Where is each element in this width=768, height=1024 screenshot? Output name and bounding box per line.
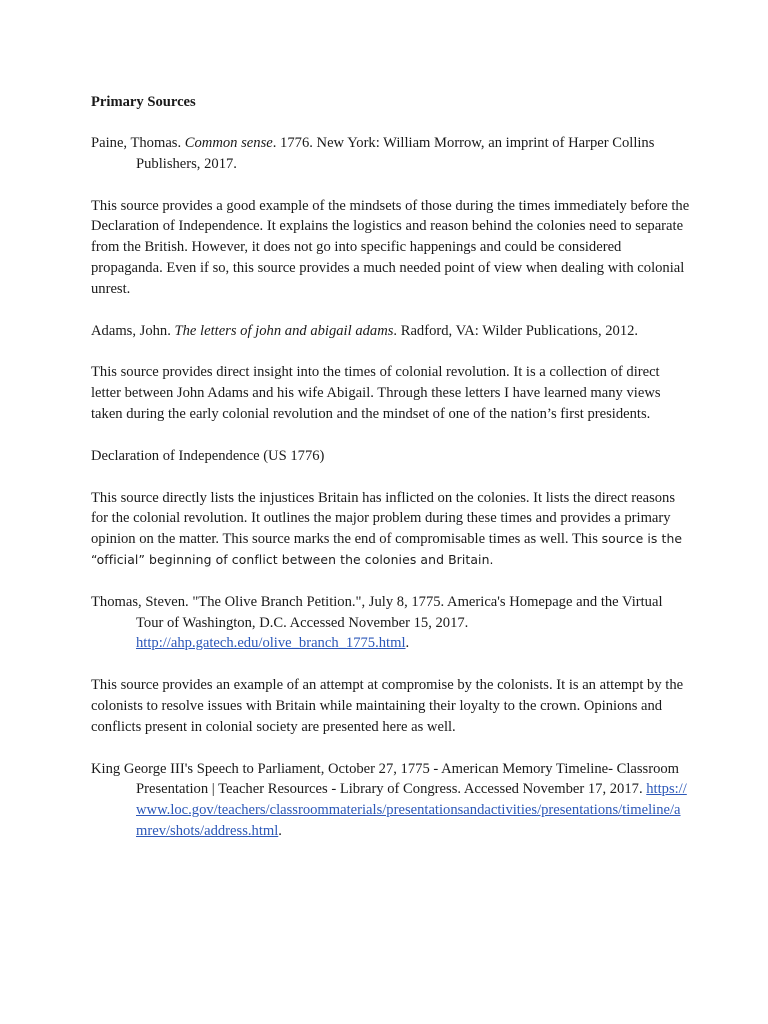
citation-details: . Radford, VA: Wilder Publications, 2012. bbox=[393, 322, 639, 339]
document-page bbox=[91, 92, 691, 863]
king-george-speech-link[interactable]: https://www.loc.gov/teachers/classroommaterials/presentationsandactivities/presentations/timeline/amrev/shots/address.html bbox=[136, 781, 687, 839]
citation-olive-branch bbox=[91, 592, 691, 654]
olive-branch-link[interactable]: http://ahp.gatech.edu/olive_branch_1775.html bbox=[136, 635, 406, 652]
citation-title: The letters of john and abigail adams bbox=[174, 322, 394, 339]
citation-author: Paine, Thomas. bbox=[91, 135, 185, 151]
citation-paine bbox=[91, 133, 691, 175]
section-heading: Primary Sources bbox=[91, 94, 196, 110]
citation-text: King George III's Speech to Parliament, October 27, 1775 - American Memory Timeline- Classroom Presentation | Teacher Resources - Library of Congress. Accessed November 17, 2017. bbox=[91, 760, 680, 798]
annotation-declaration-tail: source is the “official” beginning of conflict between the colonies and Britain. bbox=[91, 531, 683, 567]
citation-details: . 1776. New York: William Morrow, an imprint of Harper Collins Publishers, 2017. bbox=[136, 135, 655, 172]
citation-author: Adams, John. bbox=[91, 322, 175, 339]
citation-title: Common sense bbox=[184, 135, 273, 151]
citation-text: Thomas, Steven. "The Olive Branch Petition.", July 8, 1775. America's Homepage and the Virtual Tour of Washington, D.C. Accessed November 15, 2017. bbox=[91, 593, 663, 631]
annotation-paine: This source provides a good example of the mindsets of those during the times immediately before the Declaration of Independence. It explains the logistics and reason behind the colonies need to separate from the British. However, it does not go into specific happenings and could be considered propaganda. Even if so, this source provides a much needed point of view when dealing with colonial unrest. bbox=[91, 197, 690, 297]
citation-king-george bbox=[91, 759, 691, 842]
citation-end: . bbox=[405, 635, 410, 652]
annotation-adams: This source provides direct insight into the times of colonial revolution. It is a collection of direct letter between John Adams and his wife Abigail. Through these letters I have learned many views taken during the early colonial revolution and the mindset of one of the nation’s first presidents. bbox=[91, 364, 661, 422]
citation-adams bbox=[91, 321, 691, 342]
annotation-olive-branch: This source provides an example of an attempt at compromise by the colonists. It is an attempt by the colonists to resolve issues with Britain while maintaining their loyalty to the crown. Opinions and conflicts present in colonial society are presented here as well. bbox=[91, 677, 684, 735]
annotation-declaration-main: This source directly lists the injustices Britain has inflicted on the colonies. It lists the direct reasons for the colonial revolution. It outlines the major problem during these times and provides a primary opinion on the matter. This source marks the end of compromisable times as well. This bbox=[91, 489, 676, 548]
annotation-declaration bbox=[91, 488, 691, 571]
citation-declaration: Declaration of Independence (US 1776) bbox=[91, 447, 325, 464]
citation-end: . bbox=[278, 822, 282, 839]
